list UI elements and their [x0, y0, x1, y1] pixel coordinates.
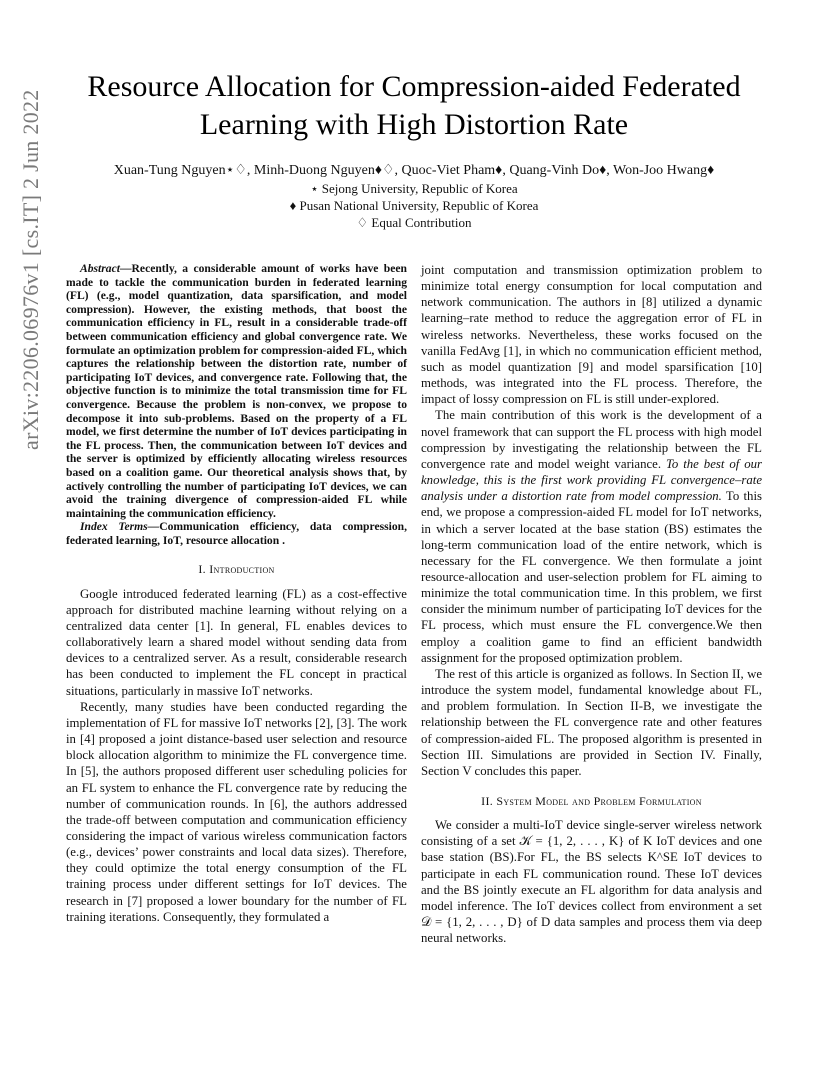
section-heading-introduction: I. Introduction — [198, 562, 275, 577]
right-paragraph-1: joint computation and transmission optimization problem to minimize total energy consumption for local computation and network communication. The authors in [8] utilized a dynamic learning–rate method to reduce the aggregation error of FL in wireless networks. Nevertheless, these works focused on the vanilla FedAvg [1], in which no communication efficient method, such as model quantization [9] and model sparsification [10] methods, was integrated into the FL process. Therefore, the impact of lossy compression on FL is still under-explored. — [421, 263, 762, 407]
contribution-text-a: The main contribution of this work is the development of a novel framework that can support the FL process with high model compression by investigating the relationship between the FL convergence rate and model weight variance. — [421, 408, 762, 471]
index-terms-text: Communication efficiency, data compression, federated learning, IoT, resource allocation . — [66, 520, 407, 547]
right-column — [421, 262, 762, 946]
index-terms — [66, 520, 407, 547]
affiliation-2: ♦ Pusan National University, Republic of Korea — [289, 198, 539, 213]
intro-paragraph-1: Google introduced federated learning (FL) as a cost-effective approach for distributed machine learning without relying on a centralized data center [1]. In general, FL enables devices to collaboratively learn a shared model without sending data from devices to a centralized server. As a result, considerable research has been conducted to implement the FL concept in practical situations, particularly in massive IoT networks. — [66, 586, 407, 698]
arxiv-identifier: arXiv:2206.06976v1 [cs.IT] 2 Jun 2022 — [18, 89, 43, 450]
author-list: Xuan-Tung Nguyen⋆♢, Minh-Duong Nguyen♦♢, Quoc-Viet Pham♦, Quang-Vinh Do♦, Won-Joo Hwang♦ — [113, 163, 715, 178]
contribution-italic: To the best of our knowledge, this is the first work providing FL convergence–rate analysis under a distortion rate from model compression. — [421, 456, 762, 504]
affiliation-1: ⋆ Sejong University, Republic of Korea — [310, 181, 518, 196]
left-column — [66, 262, 407, 925]
contribution-paragraph — [421, 407, 762, 666]
organization-paragraph: The rest of this article is organized as follows. In Section II, we introduce the system model, fundamental knowledge about FL, and problem formulation. In Section II-B, we investigate the relationship between the FL convergence rate and other features of compression-aided FL. The proposed algorithm is presented in Section III. Simulations are provided in Section IV. Finally, Section V concludes this paper. — [421, 666, 762, 778]
section-heading-system-model: II. System Model and Problem Formulation — [481, 794, 702, 808]
system-model-paragraph: We consider a multi-IoT device single-server wireless network consisting of a set 𝒦 = {1, 2, . . . , K} of K IoT devices and one base station (BS).For FL, the BS selects K^SE IoT devices to participate in each FL communication round. These IoT devices and the BS jointly execute an FL algorithm for data analysis and model inference. The IoT devices collect from environment a set 𝒟 = {1, 2, . . . , D} of D data samples and process them via deep neural networks. — [421, 818, 762, 946]
abstract-label: Abstract— — [80, 262, 132, 275]
intro-paragraph-2: Recently, many studies have been conducted regarding the implementation of FL for massive IoT networks [2], [3]. The work in [4] proposed a joint distance-based user selection and resource block allocation algorithm to minimize the FL convergence time. In [5], the authors proposed different user scheduling policies for an FL system to enhance the FL convergence rate by reducing the number of communication rounds. In [6], the authors addressed the trade-off between computation and communication efficiency considering the impact of various wireless communication factors (e.g., devices’ power constraints and local data sizes). Therefore, they could optimize the total energy consumption of the FL training process under different settings for IoT devices. The research in [7] proposed a lower boundary for the number of FL training iterations. Consequently, they formulated a — [66, 699, 407, 924]
abstract — [66, 262, 407, 520]
affiliation-3: ♢ Equal Contribution — [356, 215, 472, 230]
index-terms-label: Index Terms— — [80, 520, 160, 534]
paper-title: Resource Allocation for Compression-aided Federated Learning with High Distortion Rate — [87, 70, 741, 141]
abstract-text: Recently, a considerable amount of works have been made to tackle the communication burden in federated learning (FL) (e.g., model quantization, data sparsification, and model compression). However, the existing methods, that boost the communication efficiency in FL, result in a considerable trade-off between communication efficiency and global convergence rate. We formulate an optimization problem for compression-aided FL, which captures the relationship between the distortion rate, number of participating IoT devices, and convergence rate. Following that, the objective function is to minimize the total transmission time for FL convergence. Because the problem is non-convex, we propose to decompose it into sub-problems. Based on the property of a FL model, we first determine the number of IoT devices participating in the FL process. Then, the communication between IoT devices and the server is optimized by efficiently allocating wireless resources based on a coalition game. Our theoretical analysis shows that, by actively controlling the number of participating IoT devices, we can avoid the training divergence of compression-aided FL while maintaining the communication efficiency. — [66, 262, 407, 520]
contribution-text-b: To this end, we propose a compression-aided FL model for IoT networks, in which a server located at the base station (BS) estimates the long-term communication load of the entire network, which is necessary for the FL convergence. We then formulate a joint resource-allocation and user-selection problem for FL aiming to minimize the total communication time. In this problem, we first consider the minimum number of participating IoT devices for the FL process, which must ensure the FL convergence.We then employ a coalition game to find an efficient bandwidth assignment for the proposed optimization problem. — [421, 489, 762, 665]
